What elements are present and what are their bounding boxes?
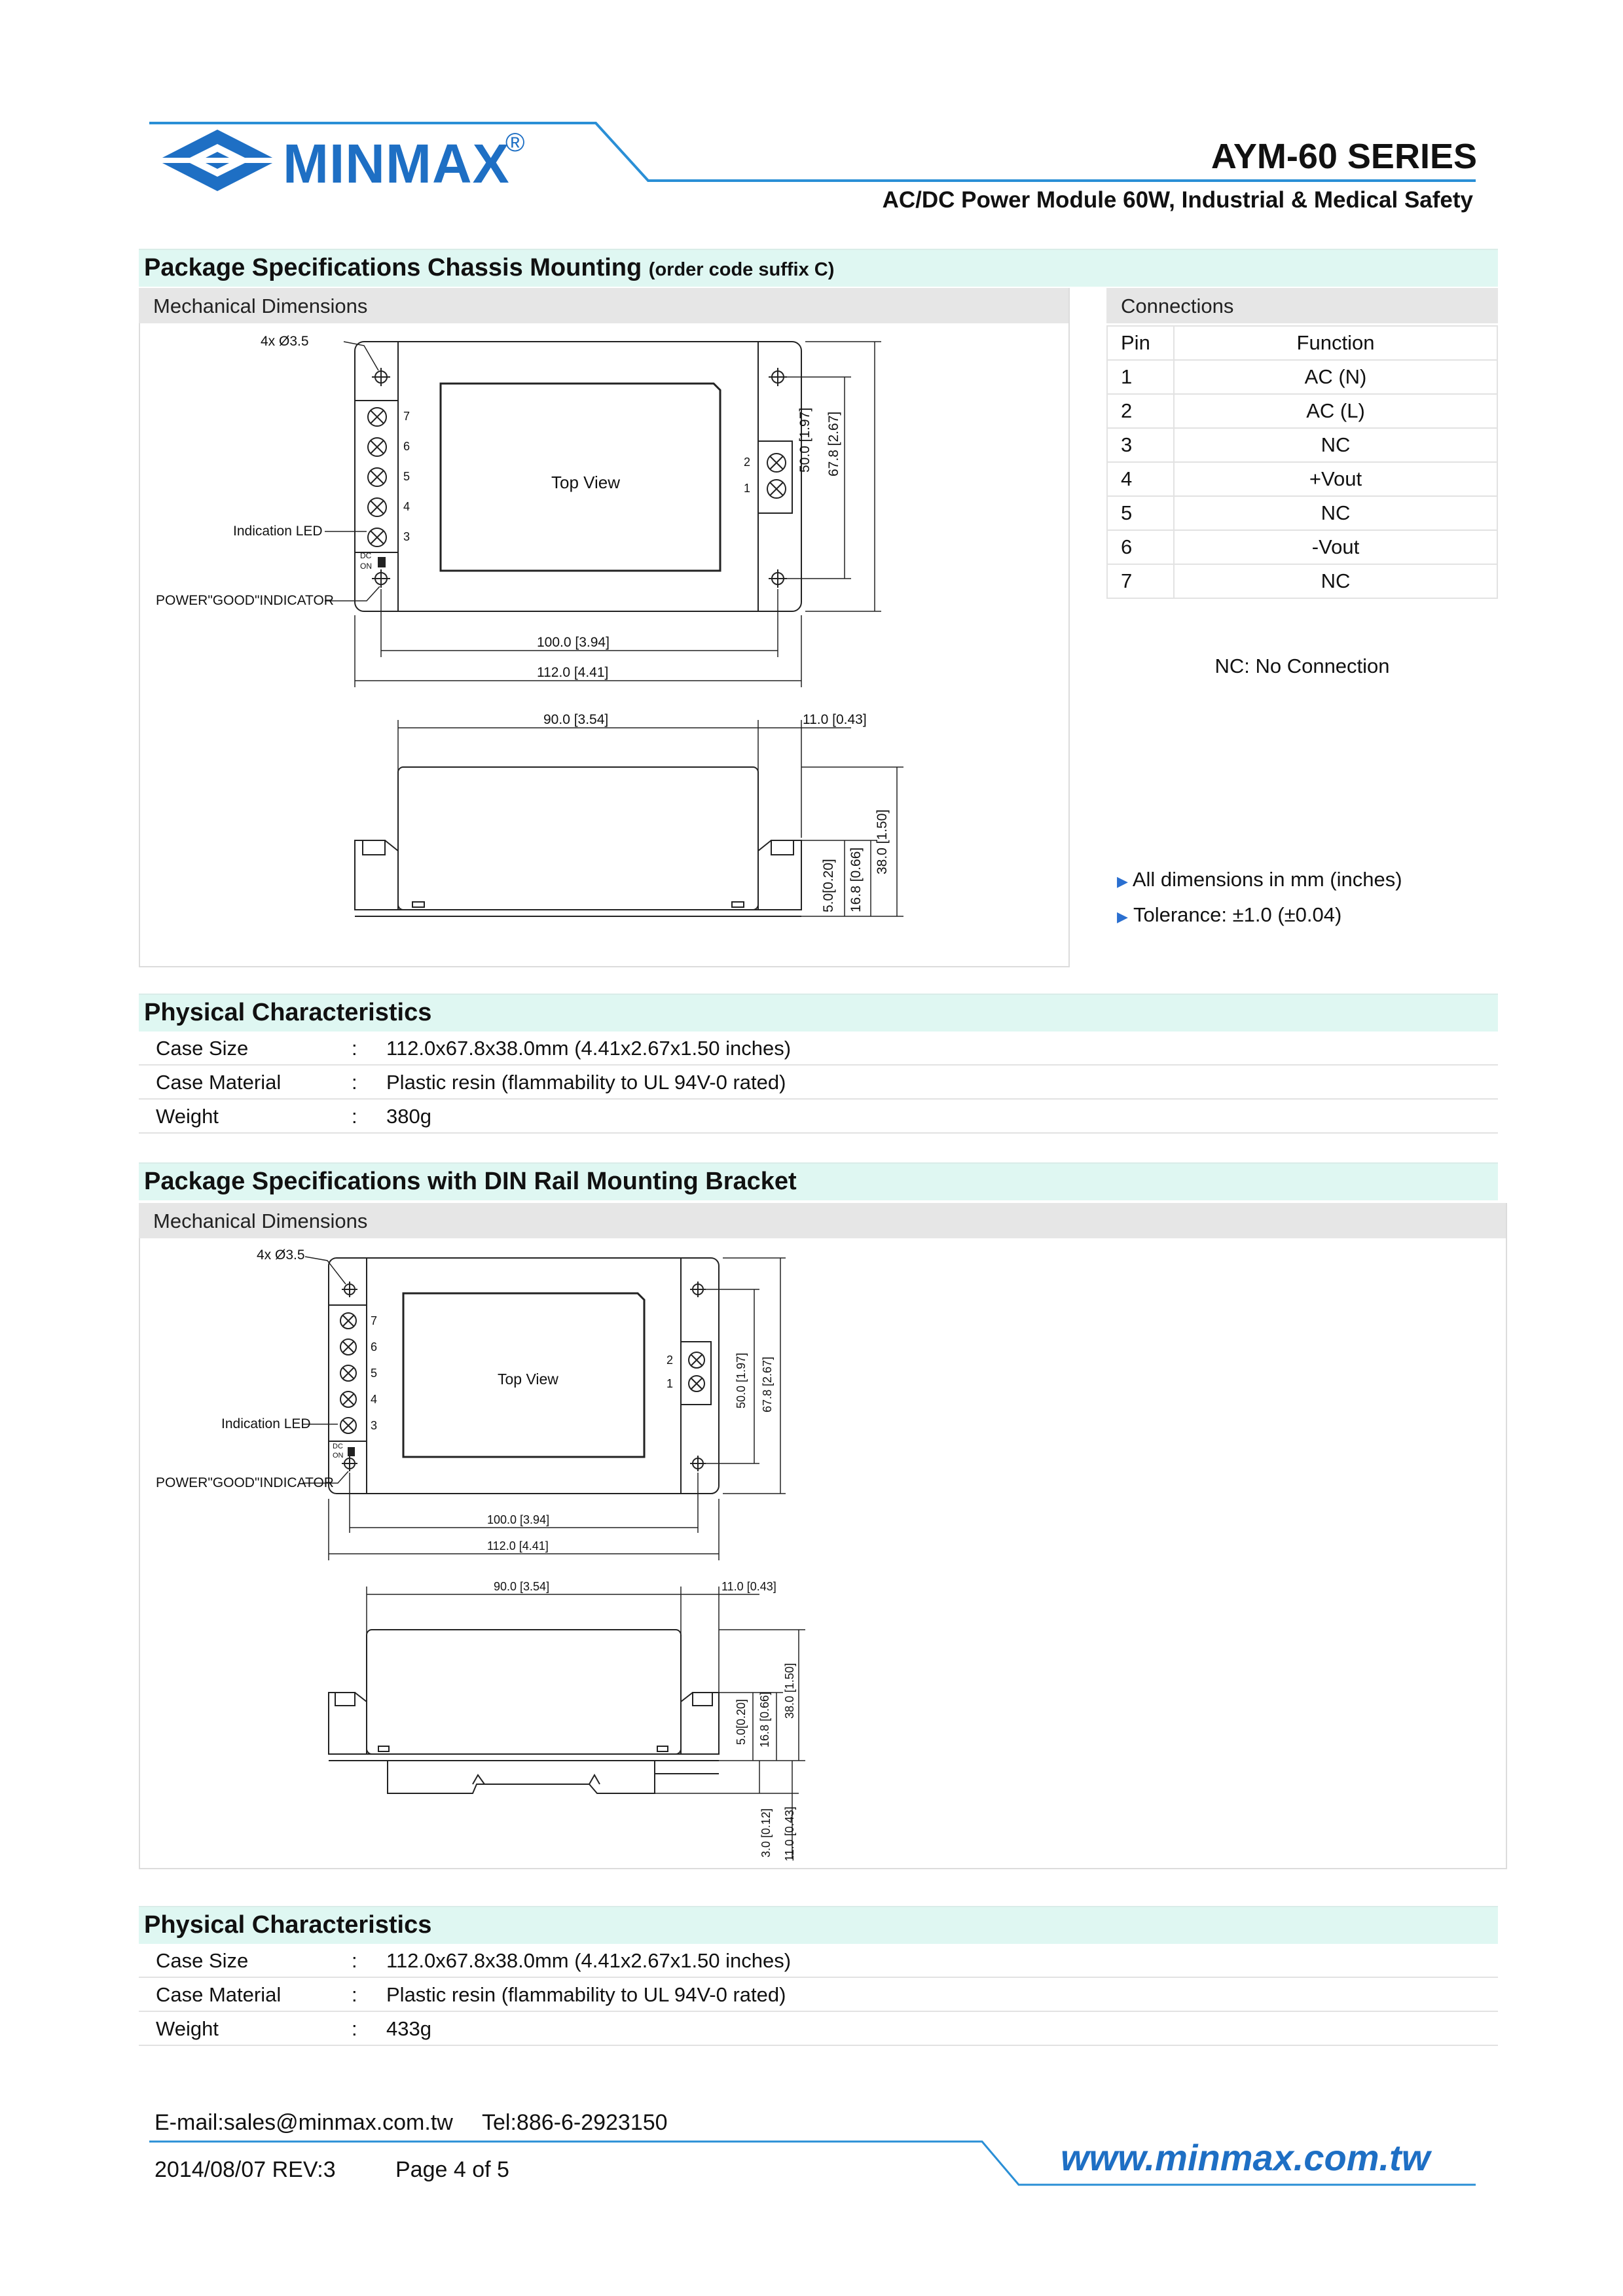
phys1-title: Physical Characteristics: [144, 999, 432, 1026]
dim-112: 112.0 [4.41]: [537, 665, 609, 680]
table-row: Case Material : Plastic resin (flammability to UL 94V-0 rated): [139, 1978, 1498, 2012]
footer-tel: Tel:886-6-2923150: [482, 2110, 668, 2135]
table-row: Case Size : 112.0x67.8x38.0mm (4.41x2.67x1.50 inches): [139, 1944, 1498, 1978]
connections-header: Connections: [1106, 288, 1498, 323]
function-column-header: Function: [1174, 326, 1497, 360]
din-dim-11b: 11.0 [0.43]: [783, 1806, 796, 1861]
table-row: 4 +Vout: [1107, 462, 1497, 496]
pin-number: 3: [371, 1419, 378, 1432]
din-holes-label: 4x Ø3.5: [257, 1247, 305, 1263]
footer-website-link[interactable]: www.minmax.com.tw: [1061, 2137, 1431, 2178]
pin-number: 2: [666, 1354, 674, 1367]
bullet-arrow-icon: ▶: [1117, 873, 1128, 889]
din-dim-90: 90.0 [3.54]: [494, 1580, 550, 1593]
logo-text: MINMAX: [283, 133, 510, 194]
din-dim-3: 3.0 [0.12]: [759, 1808, 773, 1857]
pin-number: 7: [403, 410, 410, 423]
pin-number: 7: [371, 1314, 378, 1327]
chassis-mech-header: Mechanical Dimensions: [139, 288, 1068, 323]
led-on-label: ON: [333, 1452, 344, 1460]
din-dim-16: 16.8 [0.66]: [758, 1691, 771, 1748]
din-dim-67: 67.8 [2.67]: [761, 1356, 774, 1412]
dim-100: 100.0 [3.94]: [537, 635, 610, 650]
dim-11: 11.0 [0.43]: [803, 712, 867, 727]
pin-number: 5: [403, 470, 410, 483]
nc-note: NC: No Connection: [1214, 655, 1390, 677]
pin-number: 3: [403, 530, 410, 543]
footer-email[interactable]: E-mail:sales@minmax.com.tw: [155, 2110, 453, 2135]
footer-date-rev: 2014/08/07 REV:3: [155, 2157, 336, 2182]
table-row: Weight : 380g: [139, 1100, 1498, 1134]
din-indication-led-label: Indication LED: [221, 1416, 311, 1431]
dim-90: 90.0 [3.54]: [543, 712, 609, 727]
bullet-arrow-icon: ▶: [1117, 908, 1128, 925]
table-row: 7 NC: [1107, 564, 1497, 598]
pin-number: 5: [371, 1367, 378, 1380]
led-dc-label: DC: [333, 1443, 343, 1450]
din-power-good-label: POWER"GOOD"INDICATOR: [156, 1475, 334, 1490]
table-row: 1 AC (N): [1107, 360, 1497, 394]
dim-38: 38.0 [1.50]: [875, 809, 890, 874]
din-section-title: Package Specifications with DIN Rail Mounting Bracket: [144, 1168, 797, 1195]
chassis-section-title: Package Specifications Chassis Mounting (order code suffix C): [144, 254, 835, 281]
din-top-view-label: Top View: [498, 1371, 558, 1388]
table-row: 6 -Vout: [1107, 530, 1497, 564]
table-row: 2 AC (L): [1107, 394, 1497, 428]
note-tolerance: ▶ Tolerance: ±1.0 (±0.04): [1117, 903, 1342, 926]
din-dim-100: 100.0 [3.94]: [487, 1513, 550, 1526]
table-row: Case Size : 112.0x67.8x38.0mm (4.41x2.67x1.50 inches): [139, 1031, 1498, 1066]
table-row: 5 NC: [1107, 496, 1497, 530]
pin-number: 4: [403, 500, 410, 513]
pin-number: 2: [744, 456, 751, 469]
footer-page-number: Page 4 of 5: [395, 2157, 509, 2182]
din-dim-112: 112.0 [4.41]: [487, 1539, 549, 1552]
pin-number: 4: [371, 1393, 378, 1406]
dim-50: 50.0 [1.97]: [797, 407, 812, 473]
holes-label: 4x Ø3.5: [261, 334, 309, 349]
indication-led-label: Indication LED: [233, 524, 323, 539]
led-dc-label: DC: [360, 551, 372, 560]
table-row: Case Material : Plastic resin (flammability to UL 94V-0 rated): [139, 1066, 1498, 1100]
series-title: AYM-60 SERIES: [1211, 137, 1477, 176]
led-on-label: ON: [360, 562, 372, 571]
dim-67: 67.8 [2.67]: [826, 411, 841, 476]
table-row: 3 NC: [1107, 428, 1497, 462]
pin-number: 6: [371, 1340, 378, 1354]
din-dim-38: 38.0 [1.50]: [783, 1662, 796, 1719]
phys2-title: Physical Characteristics: [144, 1911, 432, 1939]
din-dim-5: 5.0[0.20]: [735, 1698, 748, 1745]
pin-number: 1: [744, 482, 751, 495]
power-good-label: POWER"GOOD"INDICATOR: [156, 593, 334, 608]
pin-number: 1: [666, 1377, 674, 1390]
table-row: Weight : 433g: [139, 2012, 1498, 2046]
top-view-label: Top View: [551, 473, 621, 492]
pin-number: 6: [403, 440, 410, 453]
logo-registered-mark: ®: [505, 128, 525, 157]
pin-column-header: Pin: [1107, 326, 1174, 360]
note-dimensions: ▶ All dimensions in mm (inches): [1117, 868, 1402, 891]
din-dim-11: 11.0 [0.43]: [721, 1580, 776, 1593]
din-dim-50: 50.0 [1.97]: [735, 1352, 748, 1408]
din-mech-header: Mechanical Dimensions: [139, 1203, 1506, 1238]
dim-5: 5.0[0.20]: [821, 859, 836, 912]
page-subtitle: AC/DC Power Module 60W, Industrial & Medical Safety: [882, 187, 1473, 213]
dim-16: 16.8 [0.66]: [848, 847, 864, 912]
